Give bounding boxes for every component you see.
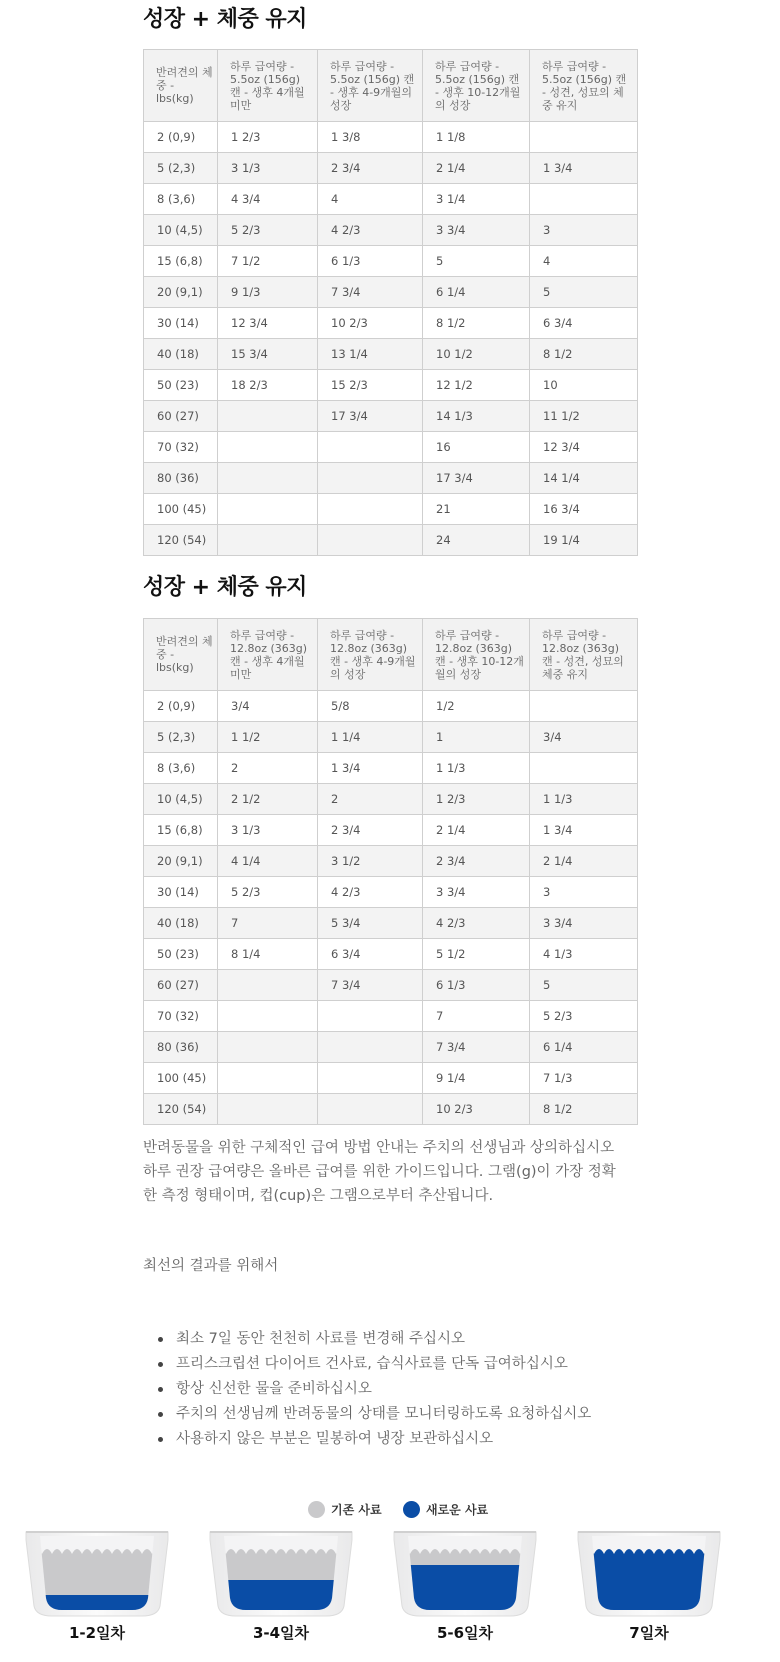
amount-cell: 4: [530, 246, 638, 277]
table-row: [144, 122, 638, 153]
bowl-day-label: 5-6일차: [436, 1624, 494, 1642]
table-row: [144, 215, 638, 246]
weight-cell: 10 (4,5): [144, 784, 218, 815]
amount-cell: 17 3/4: [423, 463, 530, 494]
amount-cell: 1 1/2: [218, 722, 318, 753]
weight-cell: 80 (36): [144, 463, 218, 494]
table-row: [144, 722, 638, 753]
amount-cell: 3 1/3: [218, 815, 318, 846]
amount-cell: 5 2/3: [218, 215, 318, 246]
weight-cell: 20 (9,1): [144, 846, 218, 877]
amount-cell: 8 1/2: [530, 1094, 638, 1125]
table-row: [144, 753, 638, 784]
transition-legend: [0, 1501, 780, 1521]
amount-cell: 3 3/4: [423, 877, 530, 908]
amount-cell: 6 1/4: [530, 1032, 638, 1063]
list-item: 항상 신선한 물을 준비하십시오: [176, 1377, 591, 1402]
amount-cell: 8 1/4: [218, 939, 318, 970]
table-row: [144, 153, 638, 184]
amount-cell: 1 1/4: [318, 722, 423, 753]
weight-cell: 60 (27): [144, 401, 218, 432]
feeding-table-5oz: [143, 49, 638, 556]
amount-cell: 11 1/2: [530, 401, 638, 432]
table-row: [144, 1094, 638, 1125]
amount-cell: 1 2/3: [423, 784, 530, 815]
amount-cell: 5: [530, 277, 638, 308]
amount-cell: [530, 691, 638, 722]
table-row: [144, 432, 638, 463]
amount-cell: [318, 1063, 423, 1094]
amount-cell: 5 2/3: [530, 1001, 638, 1032]
weight-cell: 2 (0,9): [144, 122, 218, 153]
amount-cell: 10 2/3: [318, 308, 423, 339]
weight-cell: 70 (32): [144, 1001, 218, 1032]
food-bowl-icon: [390, 1528, 540, 1618]
column-header: 하루 급여량 - 12.8oz (363g) 캔 - 생후 10-12개월의 성장: [423, 619, 530, 691]
amount-cell: 7: [218, 908, 318, 939]
weight-cell: 15 (6,8): [144, 815, 218, 846]
amount-cell: [318, 432, 423, 463]
amount-cell: 7 3/4: [318, 970, 423, 1001]
amount-cell: 1 1/8: [423, 122, 530, 153]
amount-cell: [318, 1094, 423, 1125]
amount-cell: 1 3/4: [530, 153, 638, 184]
amount-cell: 1/2: [423, 691, 530, 722]
section-title-5oz: 성장 + 체중 유지: [143, 7, 307, 32]
amount-cell: 1: [423, 722, 530, 753]
amount-cell: 12 3/4: [218, 308, 318, 339]
notes-line: 반려동물을 위한 구체적인 급여 방법 안내는 주치의 선생님과 상의하십시오: [143, 1140, 615, 1156]
table-row: [144, 184, 638, 215]
amount-cell: 5 1/2: [423, 939, 530, 970]
amount-cell: 10: [530, 370, 638, 401]
notes-line: 하루 권장 급여량은 올바른 급여를 위한 가이드입니다. 그램(g)이 가장 정확: [143, 1164, 616, 1180]
weight-cell: 100 (45): [144, 1063, 218, 1094]
amount-cell: 3 3/4: [423, 215, 530, 246]
amount-cell: 7 1/3: [530, 1063, 638, 1094]
amount-cell: 14 1/3: [423, 401, 530, 432]
bowl-day-label: 1-2일차: [68, 1624, 126, 1642]
amount-cell: [530, 753, 638, 784]
amount-cell: 1 1/3: [423, 753, 530, 784]
table-row: [144, 784, 638, 815]
table-row: [144, 1032, 638, 1063]
weight-cell: 50 (23): [144, 939, 218, 970]
table-row: [144, 1001, 638, 1032]
weight-cell: 10 (4,5): [144, 215, 218, 246]
amount-cell: 4 2/3: [423, 908, 530, 939]
amount-cell: 3 1/4: [423, 184, 530, 215]
amount-cell: 9 1/3: [218, 277, 318, 308]
legend-new-food: [403, 1501, 488, 1518]
amount-cell: 3: [530, 215, 638, 246]
weight-cell: 100 (45): [144, 494, 218, 525]
weight-cell: 5 (2,3): [144, 722, 218, 753]
weight-cell: 2 (0,9): [144, 691, 218, 722]
amount-cell: 4: [318, 184, 423, 215]
table-row: [144, 339, 638, 370]
amount-cell: 24: [423, 525, 530, 556]
table-row: [144, 494, 638, 525]
best-results-title: 최선의 결과를 위해서: [143, 1258, 279, 1274]
column-header: 하루 급여량 - 5.5oz (156g) 캔 - 성견, 성묘의 체중 유지: [530, 50, 638, 122]
amount-cell: 15 2/3: [318, 370, 423, 401]
amount-cell: 5: [423, 246, 530, 277]
amount-cell: [218, 525, 318, 556]
column-header: 하루 급여량 - 5.5oz (156g) 캔 - 생후 4개월 미만: [218, 50, 318, 122]
amount-cell: 19 1/4: [530, 525, 638, 556]
legend-new-label: 새로운 사료: [426, 1503, 489, 1517]
table-row: [144, 401, 638, 432]
amount-cell: 3/4: [530, 722, 638, 753]
amount-cell: [218, 1032, 318, 1063]
amount-cell: [218, 494, 318, 525]
bowl-day-label: 7일차: [629, 1624, 669, 1642]
amount-cell: 6 3/4: [318, 939, 423, 970]
amount-cell: 8 1/2: [423, 308, 530, 339]
amount-cell: [218, 1063, 318, 1094]
amount-cell: 8 1/2: [530, 339, 638, 370]
amount-cell: 2 1/4: [530, 846, 638, 877]
weight-cell: 30 (14): [144, 877, 218, 908]
table-row: [144, 525, 638, 556]
amount-cell: [218, 432, 318, 463]
amount-cell: 16: [423, 432, 530, 463]
legend-old-label: 기존 사료: [331, 1503, 382, 1517]
tips-list: [176, 1327, 591, 1452]
amount-cell: 6 1/3: [423, 970, 530, 1001]
feeding-notes: [143, 1136, 643, 1208]
table-row: [144, 246, 638, 277]
amount-cell: 7: [423, 1001, 530, 1032]
amount-cell: 2: [218, 753, 318, 784]
amount-cell: 6 3/4: [530, 308, 638, 339]
legend-old-food: [308, 1501, 382, 1518]
weight-cell: 120 (54): [144, 525, 218, 556]
amount-cell: 1 3/4: [530, 815, 638, 846]
amount-cell: 16 3/4: [530, 494, 638, 525]
amount-cell: [218, 1094, 318, 1125]
food-bowl-icon: [22, 1528, 172, 1618]
amount-cell: [218, 1001, 318, 1032]
amount-cell: 6 1/4: [423, 277, 530, 308]
amount-cell: 4 3/4: [218, 184, 318, 215]
amount-cell: 2 3/4: [318, 153, 423, 184]
table-row: [144, 277, 638, 308]
bowl-day-label: 3-4일차: [252, 1624, 310, 1642]
old-food-dot-icon: [308, 1501, 325, 1518]
amount-cell: 13 1/4: [318, 339, 423, 370]
amount-cell: 5 2/3: [218, 877, 318, 908]
weight-cell: 40 (18): [144, 908, 218, 939]
weight-cell: 60 (27): [144, 970, 218, 1001]
amount-cell: [530, 184, 638, 215]
weight-cell: 8 (3,6): [144, 753, 218, 784]
amount-cell: [318, 1001, 423, 1032]
amount-cell: 4 2/3: [318, 877, 423, 908]
weight-cell: 80 (36): [144, 1032, 218, 1063]
amount-cell: 5: [530, 970, 638, 1001]
list-item: 최소 7일 동안 천천히 사료를 변경해 주십시오: [176, 1327, 591, 1352]
amount-cell: [318, 494, 423, 525]
feeding-table-12oz: [143, 618, 638, 1125]
list-item: 프리스크립션 다이어트 건사료, 습식사료를 단독 급여하십시오: [176, 1352, 591, 1377]
amount-cell: 21: [423, 494, 530, 525]
amount-cell: 5/8: [318, 691, 423, 722]
column-header: 하루 급여량 - 5.5oz (156g) 캔 - 생후 10-12개월의 성장: [423, 50, 530, 122]
amount-cell: 14 1/4: [530, 463, 638, 494]
amount-cell: 12 1/2: [423, 370, 530, 401]
amount-cell: 9 1/4: [423, 1063, 530, 1094]
amount-cell: 2 1/4: [423, 815, 530, 846]
weight-cell: 70 (32): [144, 432, 218, 463]
column-header: 하루 급여량 - 12.8oz (363g) 캔 - 생후 4개월 미만: [218, 619, 318, 691]
table-row: [144, 370, 638, 401]
weight-cell: 50 (23): [144, 370, 218, 401]
table-header-row: [144, 619, 638, 691]
list-item: 사용하지 않은 부분은 밀봉하여 냉장 보관하십시오: [176, 1427, 591, 1452]
section-title-12oz: 성장 + 체중 유지: [143, 575, 307, 600]
amount-cell: 18 2/3: [218, 370, 318, 401]
table-row: [144, 846, 638, 877]
weight-cell: 120 (54): [144, 1094, 218, 1125]
table-row: [144, 939, 638, 970]
amount-cell: 2 3/4: [423, 846, 530, 877]
list-item: 주치의 선생님께 반려동물의 상태를 모니터링하도록 요청하십시오: [176, 1402, 591, 1427]
food-bowl-icon: [206, 1528, 356, 1618]
amount-cell: [530, 122, 638, 153]
amount-cell: 10 2/3: [423, 1094, 530, 1125]
amount-cell: 5 3/4: [318, 908, 423, 939]
amount-cell: 17 3/4: [318, 401, 423, 432]
amount-cell: [218, 970, 318, 1001]
food-bowl-icon: [574, 1528, 724, 1618]
amount-cell: 7 1/2: [218, 246, 318, 277]
amount-cell: 1 2/3: [218, 122, 318, 153]
weight-cell: 8 (3,6): [144, 184, 218, 215]
column-header: 하루 급여량 - 12.8oz (363g) 캔 - 생후 4-9개월의 성장: [318, 619, 423, 691]
amount-cell: 3/4: [218, 691, 318, 722]
amount-cell: 10 1/2: [423, 339, 530, 370]
table-row: [144, 691, 638, 722]
amount-cell: 3: [530, 877, 638, 908]
notes-line: 한 측정 형태이며, 컵(cup)은 그램으로부터 추산됩니다.: [143, 1188, 494, 1204]
amount-cell: 4 1/3: [530, 939, 638, 970]
table-row: [144, 463, 638, 494]
table-row: [144, 815, 638, 846]
amount-cell: 15 3/4: [218, 339, 318, 370]
table-row: [144, 308, 638, 339]
amount-cell: 2 1/2: [218, 784, 318, 815]
amount-cell: 1 1/3: [530, 784, 638, 815]
amount-cell: 1 3/8: [318, 122, 423, 153]
column-header: 반려견의 체중 - lbs(kg): [144, 619, 218, 691]
amount-cell: 6 1/3: [318, 246, 423, 277]
amount-cell: [218, 401, 318, 432]
table-row: [144, 908, 638, 939]
table-row: [144, 1063, 638, 1094]
amount-cell: [318, 1032, 423, 1063]
amount-cell: 2: [318, 784, 423, 815]
table-row: [144, 970, 638, 1001]
weight-cell: 40 (18): [144, 339, 218, 370]
weight-cell: 15 (6,8): [144, 246, 218, 277]
amount-cell: 1 3/4: [318, 753, 423, 784]
amount-cell: 7 3/4: [318, 277, 423, 308]
amount-cell: [218, 463, 318, 494]
column-header: 하루 급여량 - 5.5oz (156g) 캔 - 생후 4-9개월의 성장: [318, 50, 423, 122]
amount-cell: 12 3/4: [530, 432, 638, 463]
amount-cell: [318, 525, 423, 556]
table-header-row: [144, 50, 638, 122]
weight-cell: 20 (9,1): [144, 277, 218, 308]
column-header: 하루 급여량 - 12.8oz (363g) 캔 - 성견, 성묘의 체중 유지: [530, 619, 638, 691]
amount-cell: 4 2/3: [318, 215, 423, 246]
column-header: 반려견의 체중 - lbs(kg): [144, 50, 218, 122]
amount-cell: 3 1/2: [318, 846, 423, 877]
amount-cell: [318, 463, 423, 494]
table-row: [144, 877, 638, 908]
amount-cell: 3 1/3: [218, 153, 318, 184]
amount-cell: 2 3/4: [318, 815, 423, 846]
weight-cell: 30 (14): [144, 308, 218, 339]
new-food-dot-icon: [403, 1501, 420, 1518]
amount-cell: 4 1/4: [218, 846, 318, 877]
amount-cell: 2 1/4: [423, 153, 530, 184]
weight-cell: 5 (2,3): [144, 153, 218, 184]
amount-cell: 3 3/4: [530, 908, 638, 939]
amount-cell: 7 3/4: [423, 1032, 530, 1063]
